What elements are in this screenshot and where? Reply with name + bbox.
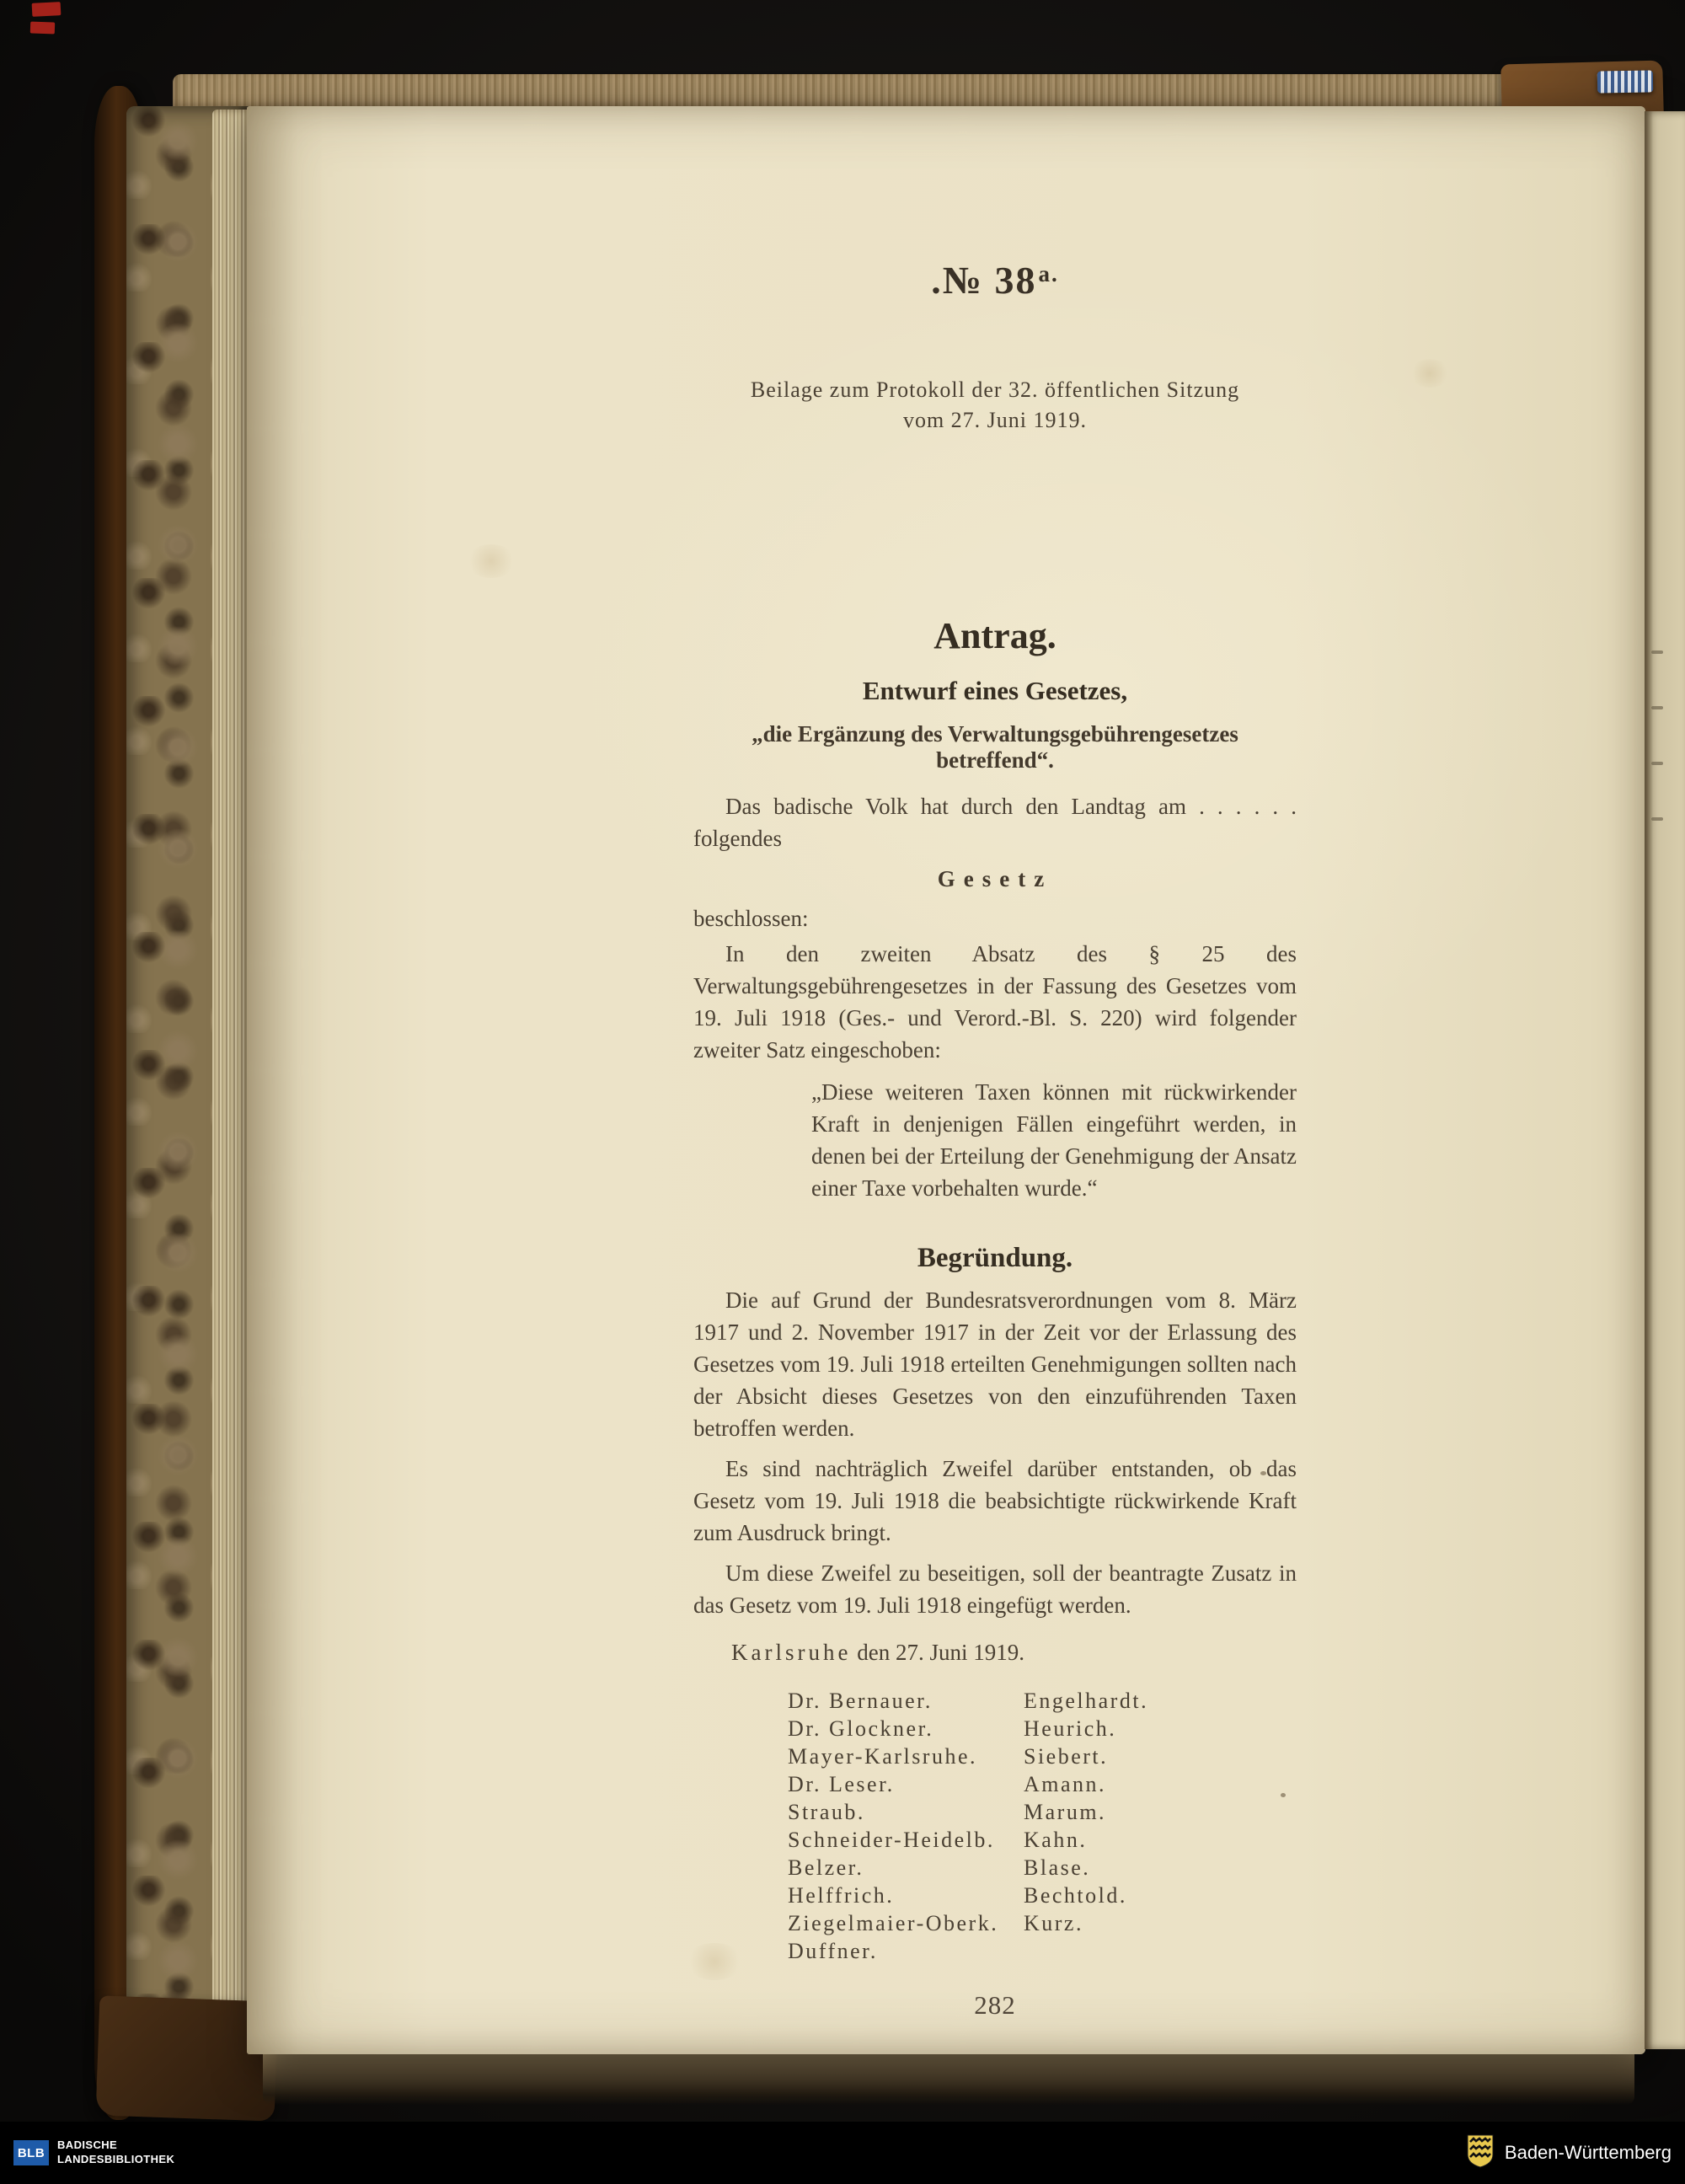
- begruendung-heading: Begründung.: [917, 1243, 1073, 1273]
- signature: Helffrich.: [788, 1883, 895, 1908]
- page-content: [693, 106, 1297, 2021]
- signature-block: [693, 1687, 1297, 1965]
- state-name: Baden-Württemberg: [1504, 2142, 1672, 2163]
- page-number: 282: [974, 1990, 1016, 2020]
- document-title: Antrag.: [933, 615, 1056, 656]
- bw-logo-group: [1466, 2134, 1672, 2172]
- library-name-line1: BADISCHE: [57, 2138, 118, 2152]
- signature: Mayer-Karlsruhe.: [788, 1744, 978, 1769]
- signature: Engelhardt.: [1024, 1689, 1149, 1713]
- library-name-line2: LANDESBIBLIOTHEK: [57, 2153, 175, 2165]
- edge-text-fragment: [1651, 650, 1663, 654]
- library-footer-bar: [0, 2122, 1685, 2184]
- dateline: [693, 1636, 1297, 1668]
- scanned-page: [247, 106, 1645, 2054]
- protocol-reference: [693, 375, 1297, 436]
- edge-text-fragment: [1651, 762, 1663, 765]
- beschlossen-label: beschlossen:: [693, 906, 809, 931]
- facing-page-edge: [1645, 111, 1685, 2049]
- insertion-paragraph: In den zweiten Absatz des § 25 des Verwaltungsgebührengesetzes in der Fassung des Gesetzes vom 19. Juli 1918 (Ges.- und Verord.-Bl. S. 220) wird folgender zweiter Satz eingeschoben:: [693, 941, 1297, 1063]
- signature: Amann.: [1024, 1772, 1107, 1796]
- signature: Bechtold.: [1024, 1883, 1127, 1908]
- signature: Belzer.: [788, 1855, 864, 1880]
- signature: Dr. Glockner.: [788, 1716, 934, 1741]
- dateline-place: Karlsruhe: [731, 1640, 852, 1665]
- document-number-suffix: a.: [1038, 261, 1059, 286]
- blb-logo: BLB: [13, 2140, 49, 2165]
- signature: Straub.: [788, 1800, 865, 1824]
- page-stack-edge: [212, 110, 251, 2053]
- law-subject-line: „die Ergänzung des Verwaltungsgebührengesetzes betreffend“.: [752, 721, 1238, 773]
- blb-logo-group: [13, 2138, 174, 2167]
- signature: Dr. Bernauer.: [788, 1689, 933, 1713]
- gesetz-label: Gesetz: [937, 866, 1053, 891]
- signature: Blase.: [1024, 1855, 1091, 1880]
- document-number-main: .№ 38: [931, 259, 1037, 302]
- library-name: [57, 2138, 174, 2167]
- foxing-stain: [1410, 359, 1450, 388]
- signature: Duffner.: [788, 1939, 878, 1963]
- book-headband: [1597, 70, 1653, 93]
- protocol-reference-line2: vom 27. Juni 1919.: [902, 408, 1088, 432]
- begruendung-paragraph-2: Es sind nachträglich Zweifel darüber entstanden, ob das Gesetz vom 19. Juli 1918 die beabsichtigte rückwirkende Kraft zum Ausdruck bringt.: [693, 1456, 1297, 1545]
- signature: Siebert.: [1024, 1744, 1109, 1769]
- signature: Dr. Leser.: [788, 1772, 895, 1796]
- edge-text-fragment: [1651, 706, 1663, 709]
- draft-law-heading: Entwurf eines Gesetzes,: [862, 676, 1128, 705]
- signature: Ziegelmaier-Oberk.: [788, 1911, 999, 1935]
- book-bottom-page-edges: [263, 2054, 1634, 2105]
- protocol-reference-line1: Beilage zum Protokoll der 32. öffentlichen Sitzung: [750, 377, 1240, 402]
- signature: Heurich.: [1024, 1716, 1117, 1741]
- red-registration-mark: [32, 2, 62, 17]
- edge-text-fragment: [1651, 817, 1663, 821]
- signature: Kurz.: [1024, 1911, 1083, 1935]
- signature: Kahn.: [1024, 1828, 1088, 1852]
- red-registration-mark: [30, 21, 55, 34]
- inserted-clause-quote: „Diese weiteren Taxen können mit rückwirkender Kraft in denjenigen Fällen eingeführt werden, in denen bei der Erteilung der Genehmigung der Ansatz einer Taxe vorbehalten wurde.“: [811, 1079, 1297, 1201]
- signature: Schneider-Heidelb.: [788, 1828, 995, 1852]
- document-number: [693, 258, 1297, 302]
- signature: Marum.: [1024, 1800, 1107, 1824]
- dateline-date: den 27. Juni 1919.: [851, 1640, 1024, 1665]
- begruendung-paragraph-1: Die auf Grund der Bundesratsverordnungen vom 8. März 1917 und 2. November 1917 in der Zeit vor der Erlassung des Gesetzes vom 19. Juli 1918 erteilten Genehmigungen sollten nach der Absicht dieses Gesetzes von den einzuführenden Taxen betroffen werden.: [693, 1287, 1297, 1441]
- intro-paragraph: Das badische Volk hat durch den Landtag am . . . . . . folgendes: [693, 794, 1297, 851]
- signature-column-right: [1024, 1687, 1148, 1965]
- bw-coat-of-arms-icon: [1466, 2134, 1495, 2172]
- foxing-stain: [466, 544, 516, 578]
- begruendung-paragraph-3: Um diese Zweifel zu beseitigen, soll der beantragte Zusatz in das Gesetz vom 19. Juli 1918 eingefügt werden.: [693, 1560, 1297, 1618]
- signature-column-left: [788, 1687, 1024, 1965]
